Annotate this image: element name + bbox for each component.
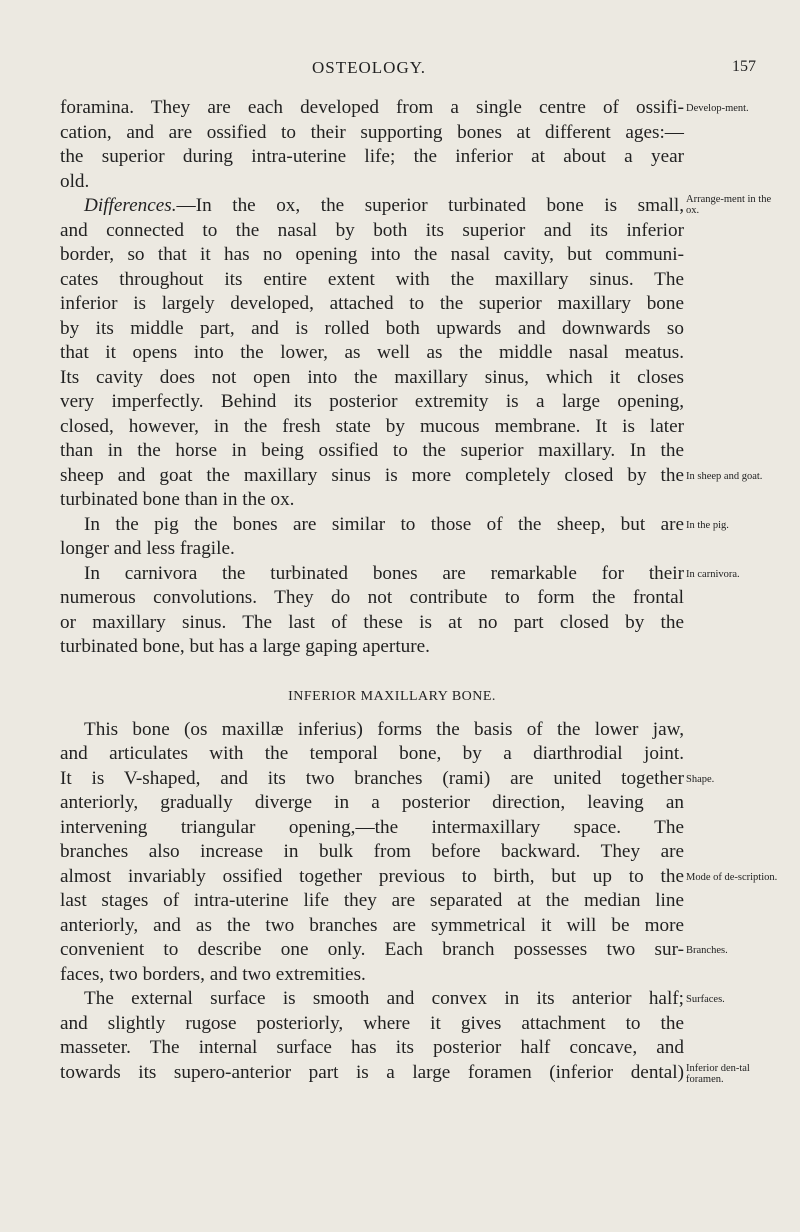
text-line: This bone (os maxillæ inferius) forms the basis of the lower jaw, xyxy=(84,718,684,740)
text-line: than in the horse in being ossified to the superior maxillary. In the xyxy=(60,440,684,461)
margin-note-pig: In the pig. xyxy=(686,519,729,531)
text-line xyxy=(60,96,749,121)
margin-note-surfaces: Surfaces. xyxy=(686,994,725,1005)
margin-note-mode: Mode of de-scription. xyxy=(686,871,778,883)
page-header xyxy=(60,58,756,82)
text-line xyxy=(60,865,778,890)
text-line xyxy=(60,513,729,538)
text-line xyxy=(60,562,740,587)
margin-note-shape: Shape. xyxy=(686,773,715,785)
running-head: OSTEOLOGY. xyxy=(312,58,427,77)
margin-note-development: Develop-ment. xyxy=(686,103,749,114)
text-line: border, so that it has no opening into the nasal cavity, but communi- xyxy=(60,244,684,265)
text-line: and connected to the nasal by both its superior and its inferior xyxy=(60,219,684,241)
margin-note-ox: Arrange-ment in the ox. xyxy=(686,194,772,216)
text-line xyxy=(60,464,763,489)
text-line: longer and less fragile. xyxy=(60,538,235,559)
margin-note-sheep: In sheep and goat. xyxy=(686,470,763,482)
text-line xyxy=(60,938,728,963)
margin-note-foramen: Inferior den-tal foramen. xyxy=(686,1062,750,1085)
text-line: old. xyxy=(60,170,90,192)
text-line: by its middle part, and is rolled both upwards and downwards so xyxy=(60,317,684,339)
section-gap xyxy=(60,660,684,684)
line-text: foramina. They are each developed from a single centre of ossifi- xyxy=(60,97,684,118)
text-line: closed, however, in the fresh state by mucous membrane. It is later xyxy=(60,415,684,437)
text-line: anteriorly, and as the two branches are symmetrical it will be more xyxy=(60,914,684,936)
line-text: It is V-shaped, and its two branches (rami) are united together xyxy=(60,767,684,789)
line-text: —In the ox, the superior turbinated bone is small, xyxy=(176,195,684,216)
text-line xyxy=(60,767,715,792)
paragraph-label: Differences. xyxy=(84,195,177,216)
text-line: Its cavity does not open into the maxillary sinus, which it closes xyxy=(60,366,684,388)
text-line: faces, two borders, and two extremities. xyxy=(60,963,366,985)
text-line: turbinated bone than in the ox. xyxy=(60,489,295,510)
line-text: sheep and goat the maxillary sinus is more completely closed by the xyxy=(60,464,684,486)
line-text: convenient to describe one only. Each branch possesses two sur- xyxy=(60,939,684,960)
text-line: masseter. The internal surface has its posterior half concave, and xyxy=(60,1037,684,1058)
page-number: 157 xyxy=(732,58,756,75)
text-line: intervening triangular opening,—the intermaxillary space. The xyxy=(60,816,684,838)
text-line: anteriorly, gradually diverge in a posterior direction, leaving an xyxy=(60,792,684,813)
text-line xyxy=(60,1061,750,1086)
section-gap xyxy=(60,710,684,718)
line-text: almost invariably ossified together previous to birth, but up to the xyxy=(60,865,684,887)
line-text: In carnivora the turbinated bones are remarkable for their xyxy=(84,562,684,584)
text-line: or maxillary sinus. The last of these is at no part closed by the xyxy=(60,611,684,633)
margin-note-carnivora: In carnivora. xyxy=(686,568,740,580)
line-text: towards its supero-anterior part is a large foramen (inferior dental) xyxy=(60,1061,684,1083)
text-line: turbinated bone, but has a large gaping aperture. xyxy=(60,636,430,657)
text-line: cates throughout its entire extent with the maxillary sinus. The xyxy=(60,268,684,290)
text-line xyxy=(60,194,772,219)
text-line: the superior during intra-uterine life; the inferior at about a year xyxy=(60,146,684,167)
text-line: that it opens into the lower, as well as the middle nasal meatus. xyxy=(60,342,684,363)
text-line: cation, and are ossified to their supporting bones at different ages:— xyxy=(60,121,684,143)
text-line: branches also increase in bulk from before backward. They are xyxy=(60,841,684,862)
page-body xyxy=(60,96,778,1085)
text-line: and slightly rugose posteriorly, where it gives attachment to the xyxy=(60,1012,684,1034)
text-line: and articulates with the temporal bone, by a diarthrodial joint. xyxy=(60,743,684,764)
margin-note-branches: Branches. xyxy=(686,945,728,956)
line-text: The external surface is smooth and convex in its anterior half; xyxy=(84,988,684,1009)
text-line: inferior is largely developed, attached to the superior maxillary bone xyxy=(60,293,684,314)
text-line: last stages of intra-uterine life they are separated at the median line xyxy=(60,890,684,911)
text-line xyxy=(60,987,725,1012)
section-heading: INFERIOR MAXILLARY BONE. xyxy=(288,688,496,704)
line-text: In the pig the bones are similar to those of the sheep, but are xyxy=(84,513,684,535)
text-line: numerous convolutions. They do not contribute to form the frontal xyxy=(60,587,684,608)
text-line: very imperfectly. Behind its posterior extremity is a large opening, xyxy=(60,391,684,412)
